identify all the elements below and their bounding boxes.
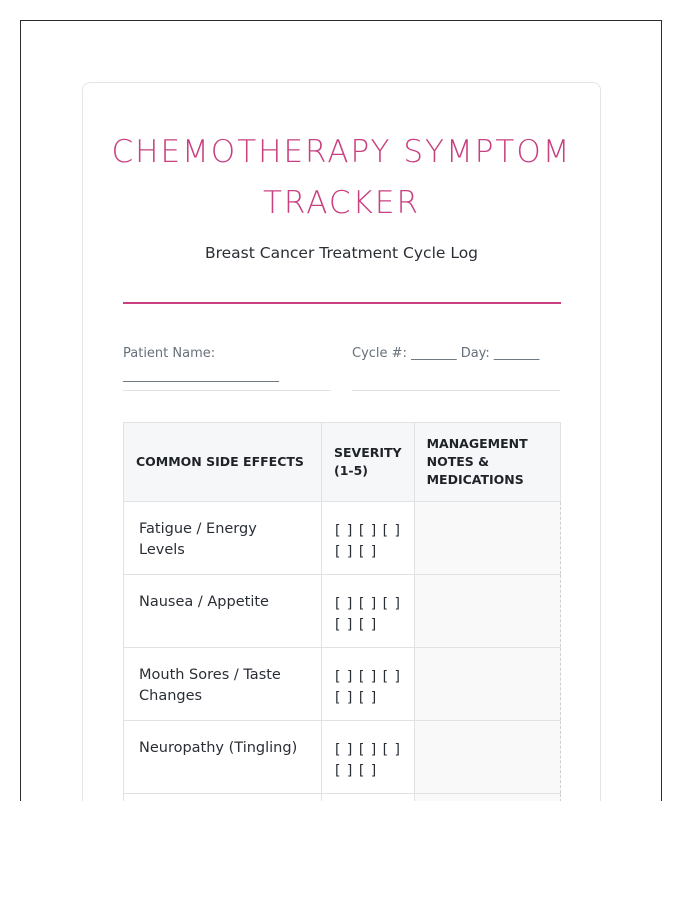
notes-cell[interactable] xyxy=(414,502,560,575)
patient-name-field[interactable] xyxy=(123,343,331,391)
table-row xyxy=(124,575,561,648)
cycle-day-label: Cycle #: _______ Day: _______ xyxy=(352,346,540,361)
notes-cell[interactable] xyxy=(414,794,560,802)
notes-cell[interactable] xyxy=(414,721,560,794)
tracker-card xyxy=(82,82,601,801)
notes-cell[interactable] xyxy=(414,575,560,648)
notes-cell[interactable] xyxy=(414,648,560,721)
header-side-effects: COMMON SIDE EFFECTS xyxy=(124,423,322,502)
table-header-row xyxy=(124,423,561,502)
document-subtitle: Breast Cancer Treatment Cycle Log xyxy=(204,244,479,262)
header-management-notes: MANAGEMENT NOTES & MEDICATIONS xyxy=(414,423,560,502)
header-severity: SEVERITY (1-5) xyxy=(322,423,415,502)
page-frame xyxy=(20,20,662,801)
effect-cell: Mouth Sores / Taste Changes xyxy=(124,648,322,721)
severity-checkboxes[interactable] xyxy=(322,794,415,802)
effect-cell: Fatigue / Energy Levels xyxy=(124,502,322,575)
table-row xyxy=(124,648,561,721)
symptom-table xyxy=(123,422,561,801)
effect-cell xyxy=(124,794,322,802)
effect-cell: Nausea / Appetite xyxy=(124,575,322,648)
table-row xyxy=(124,794,561,802)
patient-name-label: Patient Name: xyxy=(123,346,216,361)
table-row xyxy=(124,721,561,794)
severity-checkboxes[interactable]: [ ] [ ] [ ] [ ] [ ] xyxy=(322,502,415,575)
severity-checkboxes[interactable]: [ ] [ ] [ ] [ ] [ ] xyxy=(322,575,415,648)
title-divider xyxy=(123,302,561,304)
effect-cell: Neuropathy (Tingling) xyxy=(124,721,322,794)
patient-name-blank: ________________________ xyxy=(123,368,279,383)
cycle-day-field[interactable] xyxy=(352,343,560,391)
severity-checkboxes[interactable]: [ ] [ ] [ ] [ ] [ ] xyxy=(322,648,415,721)
document-title: CHEMOTHERAPY SYMPTOM TRACKER xyxy=(111,134,572,221)
severity-checkboxes[interactable]: [ ] [ ] [ ] [ ] [ ] xyxy=(322,721,415,794)
table-row xyxy=(124,502,561,575)
